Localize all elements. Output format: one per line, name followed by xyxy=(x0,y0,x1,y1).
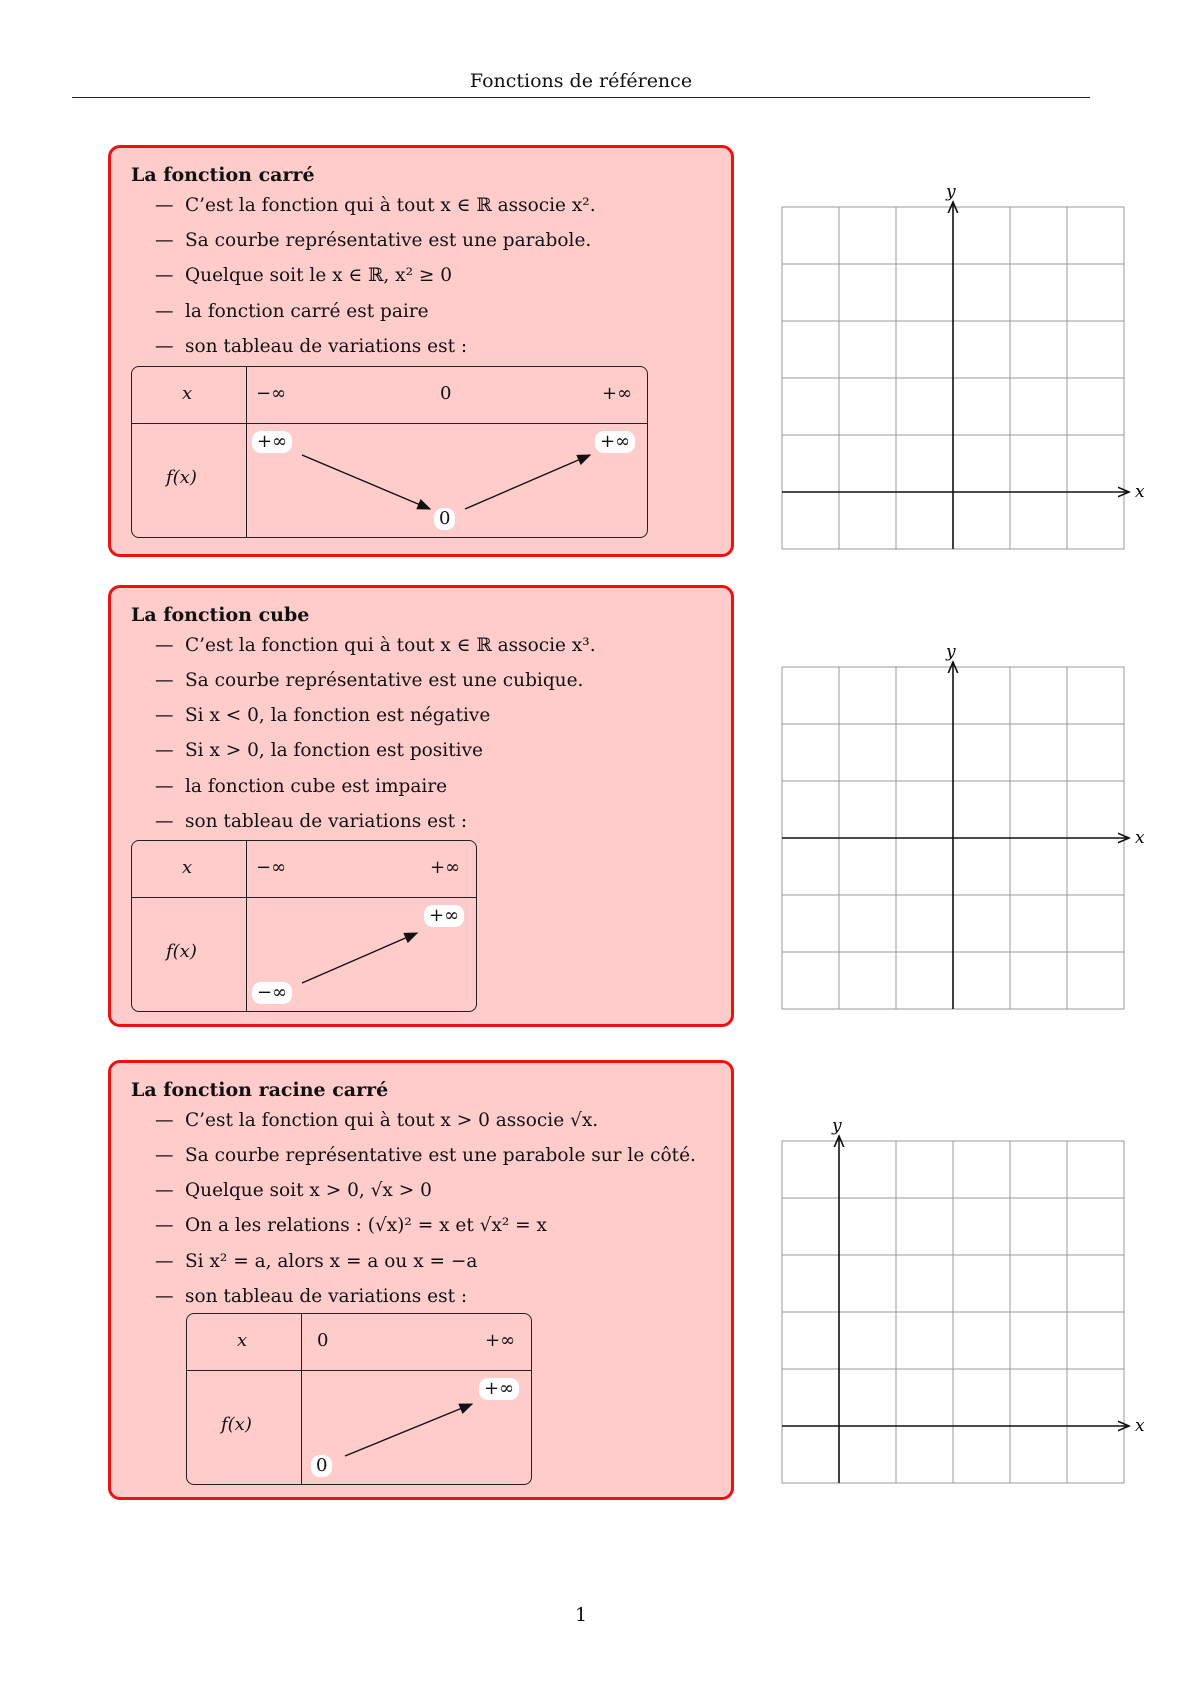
list-item: — Si x < 0, la fonction est négative xyxy=(155,705,491,726)
table-x-label: x xyxy=(237,1330,248,1351)
variation-table xyxy=(131,840,477,1012)
box-title: La fonction cube xyxy=(131,604,310,626)
table-f-value: +∞ xyxy=(252,431,292,453)
box-fonction-cube xyxy=(108,585,734,1027)
list-item: — Sa courbe représentative est une cubique. xyxy=(155,670,584,691)
list-item: — son tableau de variations est : xyxy=(155,336,468,357)
list-item: — C’est la fonction qui à tout x ∈ ℝ associe x². xyxy=(155,195,596,216)
header-rule xyxy=(72,97,1090,98)
list-item: — Si x² = a, alors x = a ou x = −a xyxy=(155,1251,478,1272)
table-x-value: −∞ xyxy=(256,857,287,878)
table-x-value: −∞ xyxy=(256,383,287,404)
list-item: — Sa courbe représentative est une parabole sur le côté. xyxy=(155,1145,696,1166)
table-f-label: f(x) xyxy=(166,467,197,488)
graph-grid-carre xyxy=(775,180,1175,560)
y-axis-label: y xyxy=(946,182,956,202)
list-item: — Si x > 0, la fonction est positive xyxy=(155,740,483,761)
list-item: — Quelque soit le x ∈ ℝ, x² ≥ 0 xyxy=(155,265,453,286)
list-item: — son tableau de variations est : xyxy=(155,1286,468,1307)
table-x-label: x xyxy=(182,383,193,404)
table-f-value: 0 xyxy=(311,1455,332,1477)
list-item: — son tableau de variations est : xyxy=(155,811,468,832)
table-f-value: 0 xyxy=(434,508,455,530)
variation-arrows xyxy=(187,1314,533,1486)
x-axis-label: x xyxy=(1135,828,1145,848)
table-x-label: x xyxy=(182,857,193,878)
y-axis-label: y xyxy=(946,642,956,662)
table-x-value: +∞ xyxy=(430,857,461,878)
table-f-label: f(x) xyxy=(166,941,197,962)
table-x-value: +∞ xyxy=(485,1330,516,1351)
table-x-value: 0 xyxy=(317,1330,329,1351)
list-item: — On a les relations : (√x)² = x et √x² = x xyxy=(155,1215,547,1236)
list-item: — Quelque soit x > 0, √x > 0 xyxy=(155,1180,432,1201)
y-axis-label: y xyxy=(832,1116,842,1136)
table-x-value: +∞ xyxy=(602,383,633,404)
box-fonction-racine-carre xyxy=(108,1060,734,1500)
graph-grid-cube xyxy=(775,640,1175,1020)
table-f-value: +∞ xyxy=(424,905,464,927)
list-item: — C’est la fonction qui à tout x > 0 associe √x. xyxy=(155,1110,599,1131)
x-axis-label: x xyxy=(1135,1416,1145,1436)
list-item: — la fonction cube est impaire xyxy=(155,776,448,797)
box-fonction-carre xyxy=(108,145,734,557)
page-header: Fonctions de référence xyxy=(469,70,693,92)
variation-arrows xyxy=(132,367,649,539)
list-item: — la fonction carré est paire xyxy=(155,301,429,322)
table-f-value: +∞ xyxy=(479,1378,519,1400)
table-x-value: 0 xyxy=(440,383,452,404)
variation-table xyxy=(186,1313,532,1485)
variation-arrows xyxy=(132,841,478,1013)
x-axis-label: x xyxy=(1135,482,1145,502)
page-number: 1 xyxy=(574,1604,588,1626)
box-title: La fonction racine carré xyxy=(131,1079,389,1101)
variation-table xyxy=(131,366,648,538)
box-title: La fonction carré xyxy=(131,164,315,186)
table-f-value: +∞ xyxy=(595,431,635,453)
list-item: — C’est la fonction qui à tout x ∈ ℝ associe x³. xyxy=(155,635,596,656)
list-item: — Sa courbe représentative est une parabole. xyxy=(155,230,592,251)
table-f-label: f(x) xyxy=(221,1414,252,1435)
graph-grid-racine-carre xyxy=(775,1114,1175,1494)
table-f-value: −∞ xyxy=(252,982,292,1004)
